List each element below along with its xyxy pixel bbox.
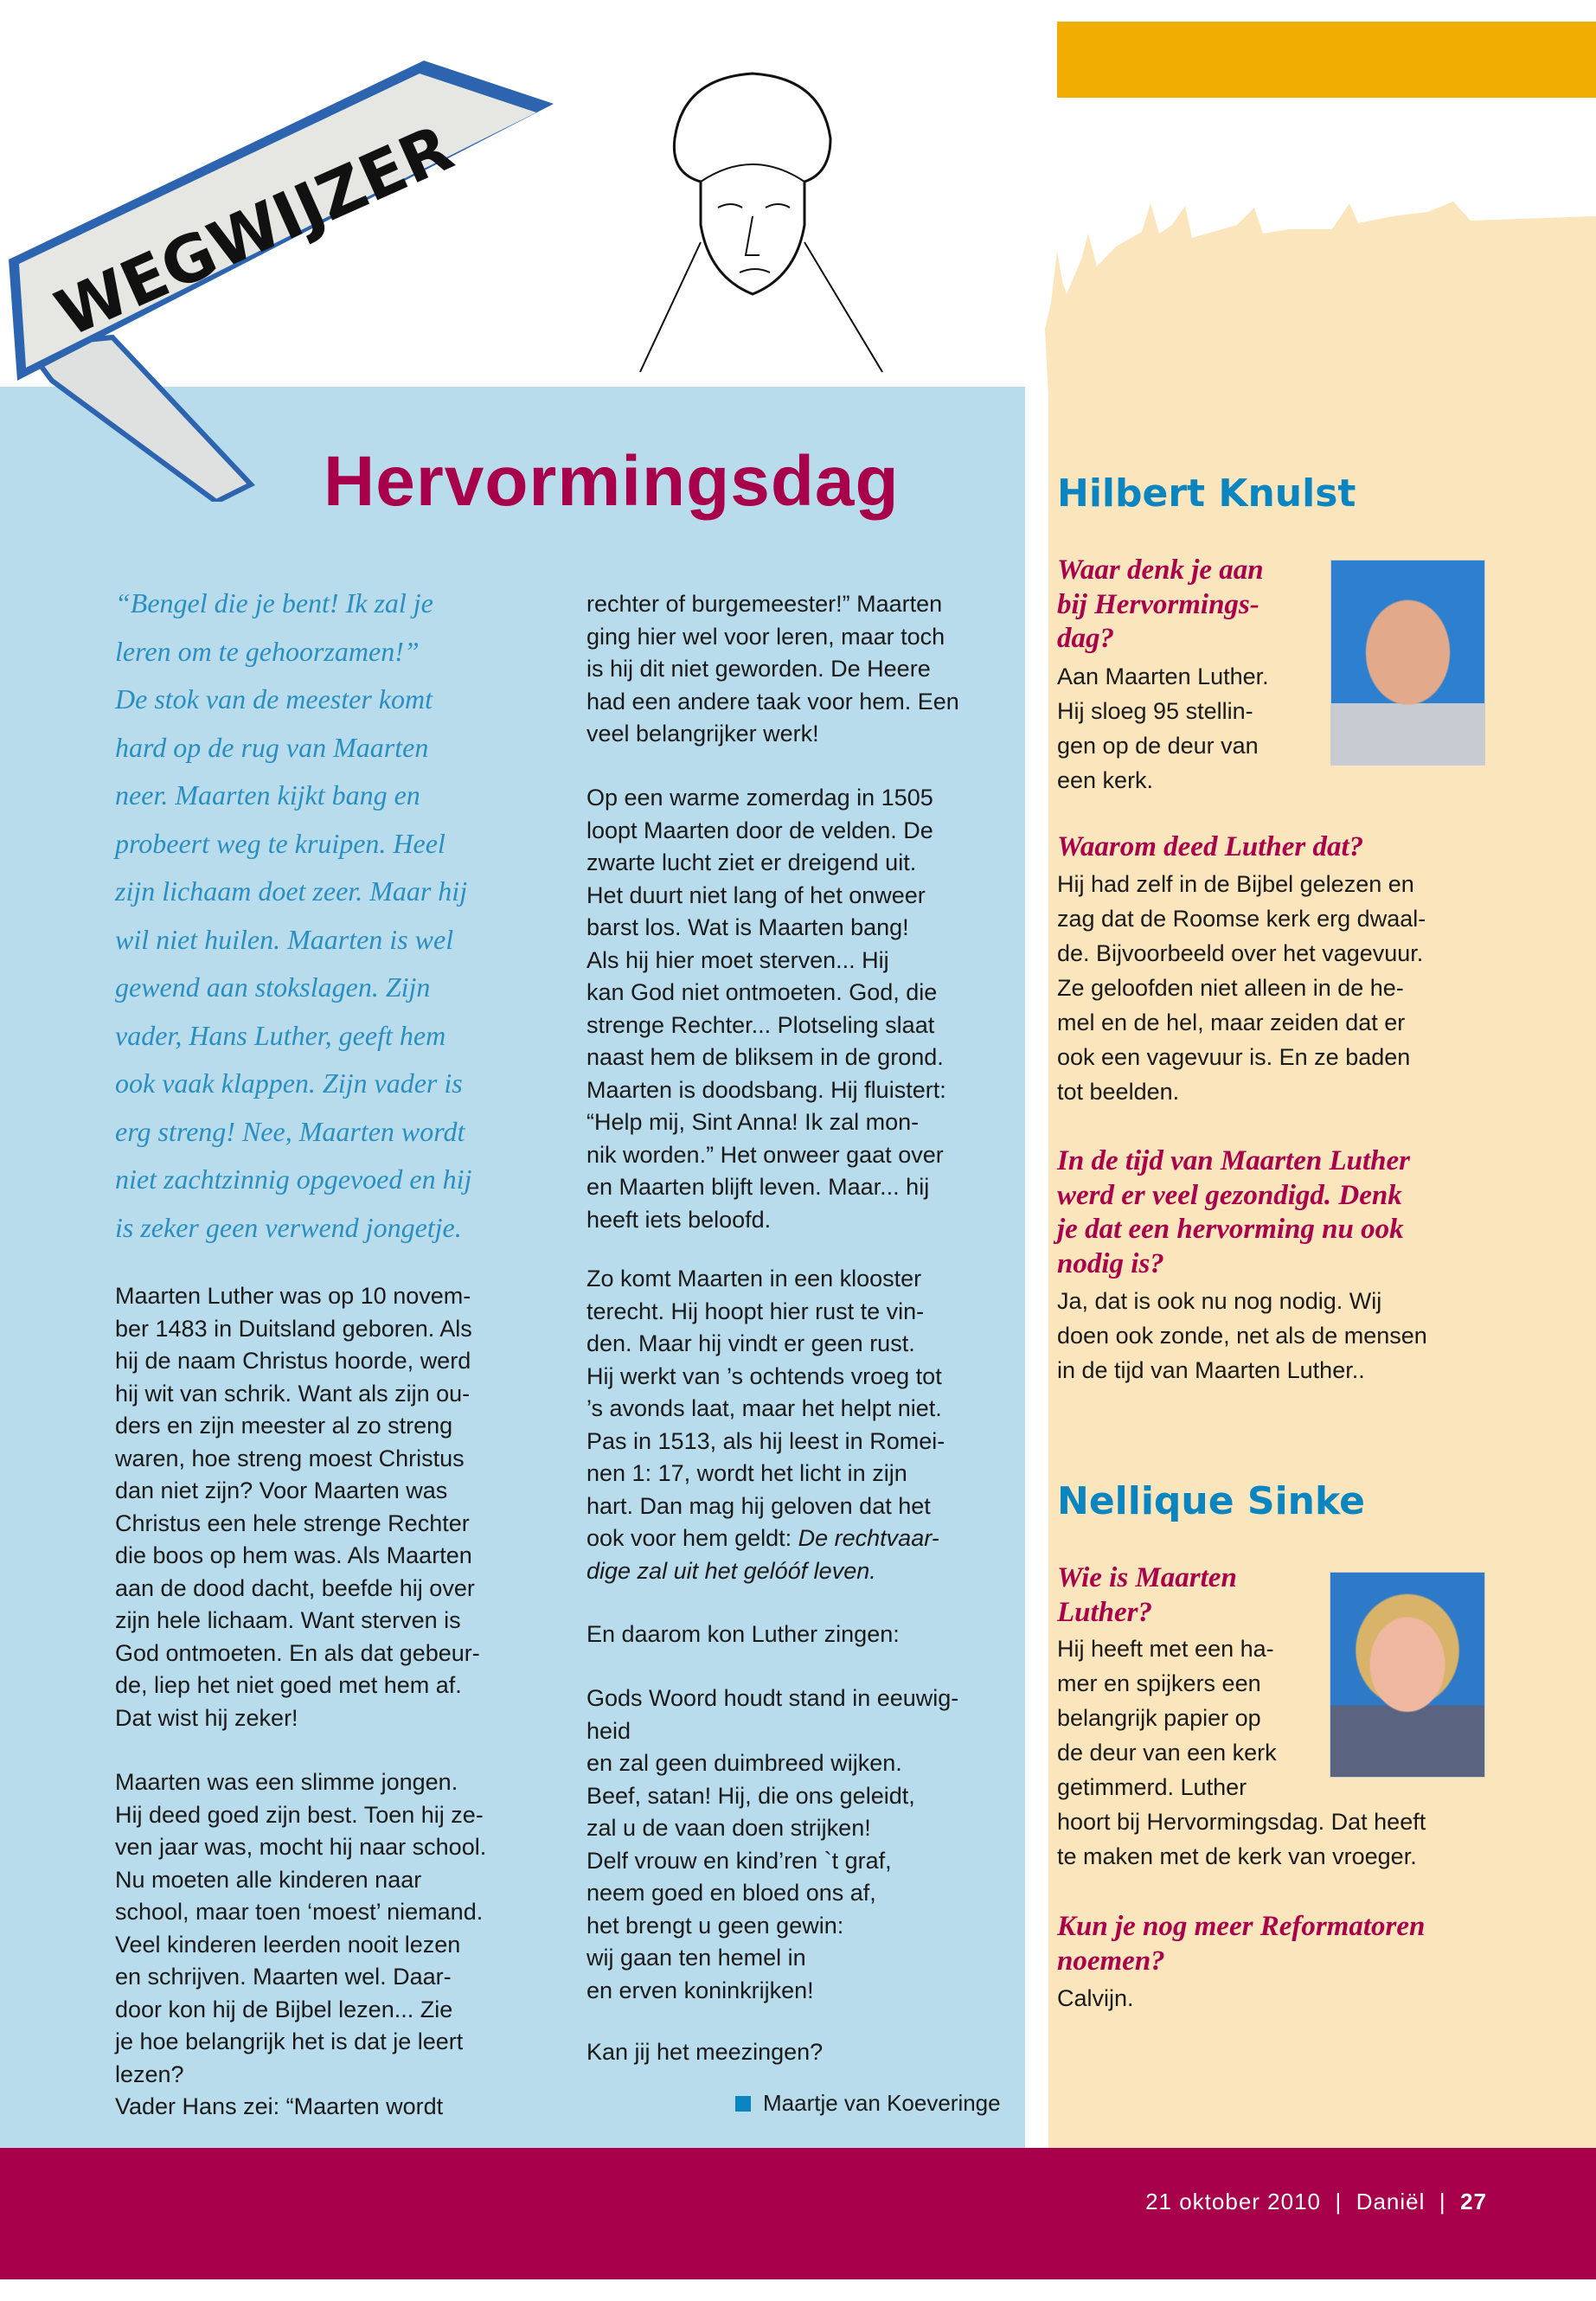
author-credit — [735, 2090, 1001, 2117]
square-bullet-icon — [735, 2096, 751, 2112]
footer-info — [1145, 2189, 1487, 2215]
bible-quote: De rechtvaar- dige zal uit het gelóóf leven. — [586, 1525, 939, 1584]
page-title: Hervormingsdag — [324, 442, 900, 521]
interviewee-name: Hilbert Knulst — [1057, 471, 1356, 516]
footer-magazine: Daniël — [1356, 2189, 1426, 2214]
author-name: Maartje van Koeveringe — [763, 2090, 1001, 2116]
interview-question: Waar denk je aan bij Hervormings- dag? — [1057, 554, 1264, 654]
interviewee-name: Nellique Sinke — [1057, 1479, 1365, 1523]
interview-answer: Hij had zelf in de Bijbel gelezen en zag dat de Roomse kerk erg dwaal- de. Bijvoorbeeld over het vagevuur. Ze geloofden niet alleen in de he- mel en de hel, maar zeiden dat er ook een vagevuur is. En ze baden tot beelden. — [1057, 871, 1426, 1105]
interview-question: In de tijd van Maarten Luther werd er veel gezondigd. Denk je dat een hervorming nu ook nodig is? — [1057, 1145, 1410, 1279]
luther-portrait-sketch — [623, 69, 952, 381]
interview-answer: Aan Maarten Luther. Hij sloeg 95 stellin- gen op de deur van een kerk. — [1057, 663, 1269, 793]
interview-question: Waarom deed Luther dat? — [1057, 831, 1364, 862]
gold-header-bar — [1057, 22, 1596, 98]
article-intro: “Bengel die je bent! Ik zal je leren om te gehoorzamen!” De stok van de meester komt hard op de rug van Maarten neer. Maarten kijkt bang en probeert weg te kruipen. Heel zijn lichaam doet zeer. Maar hij wil niet huilen. Maarten is wel gewend aan stokslagen. Zijn vader, Hans Luther, geeft hem ook vaak klappen. Zijn vader is erg streng! Nee, Maarten wordt niet zachtzinnig opgevoed en hij is zeker geen verwend jongetje. — [115, 587, 472, 1243]
article-text: Zo komt Maarten in een klooster terecht. Hij hoopt hier rust te vin- den. Maar hij vindt er geen rust. Hij werkt van ’s ochtends vroeg tot ’s avonds laat, maar het helpt niet. Pas in 1513, als hij leest in Romei- nen 1: 17, wordt het licht in zijn hart. Dan mag hij geloven dat het ook voor hem geldt: — [586, 1266, 945, 1551]
article-paragraph: Op een warme zomerdag in 1505 loopt Maarten door de velden. De zwarte lucht ziet er dreigend uit. Het duurt niet lang of het onweer barst los. Wat is Maarten bang! Als hij hier moet sterven... Hij kan God niet ontmoeten. God, die strenge Rechter... Plotseling slaat naast hem de bliksem in de grond. Maarten is doodsbang. Hij fluistert: “Help mij, Sint Anna! Ik zal mon- nik worden.” Het onweer gaat over en Maarten blijft leven. Maar... hij heeft iets beloofd. — [586, 785, 946, 1233]
article-paragraph: Maarten was een slimme jongen. Hij deed goed zijn best. Toen hij ze- ven jaar was, mocht hij naar school. Nu moeten alle kinderen naar school, maar toen ‘moest’ niemand. Veel kinderen leerden nooit lezen en schrijven. Maarten wel. Daar- door kon hij de Bijbel lezen... Zie je hoe belangrijk het is dat je leert lezen? Vader Hans zei: “Maarten wordt — [115, 1769, 487, 2119]
interview-answer: Calvijn. — [1057, 1985, 1134, 2011]
article-paragraph: Maarten Luther was op 10 novem- ber 1483 in Duitsland geboren. Als hij de naam Christus hoorde, werd hij wit van schrik. Want als zijn ou- ders en zijn meester al zo streng waren, hoe streng moest Christus dan niet zijn? Voor Maarten was Christus een hele strenge Rechter die boos op hem was. Als Maarten aan de dood dacht, beefde hij over zijn hele lichaam. Want sterven is God ontmoeten. En als dat gebeur- de, liep het niet goed met hem af. Dat wist hij zeker! — [115, 1283, 480, 1731]
interview-question: Kun je nog meer Reformatoren noemen? — [1057, 1911, 1426, 1977]
article-paragraph: rechter of burgemeester!” Maarten ging hier wel voor leren, maar toch is hij dit niet geworden. De Heere had een andere taak voor hem. Een veel belangrijker werk! — [586, 591, 959, 747]
article-paragraph: En daarom kon Luther zingen: — [586, 1621, 900, 1647]
footer-separator: | — [1335, 2189, 1343, 2214]
page-number: 27 — [1460, 2189, 1487, 2214]
article-paragraph: Kan jij het meezingen? — [586, 2039, 824, 2065]
interview-answer: Ja, dat is ook nu nog nodig. Wij doen ook zonde, net als de mensen in de tijd van Maarten Luther.. — [1057, 1288, 1427, 1383]
interview-question: Wie is Maarten Luther? — [1057, 1562, 1237, 1628]
signpost-illustration — [0, 52, 554, 502]
footer-separator: | — [1439, 2189, 1446, 2214]
footer-date: 21 oktober 2010 — [1145, 2189, 1322, 2214]
photo-hilbert-knulst — [1330, 560, 1485, 766]
hymn-verse: Gods Woord houdt stand in eeuwig- heid en zal geen duimbreed wijken. Beef, satan! Hij, die ons geleidt, zal u de vaan doen strijken! Delf vrouw en kind’ren `t graf, neem goed en bloed ons af, het brengt u geen gewin: wij gaan ten hemel in en erven koninkrijken! — [586, 1685, 959, 2003]
signpost-label: WEGWIJZER — [45, 111, 464, 352]
article-paragraph — [586, 1263, 945, 1587]
interview-answer: Hij heeft met een ha- mer en spijkers een belangrijk papier op de deur van een kerk getimmerd. Luther hoort bij Hervormingsdag. Dat heeft te maken met de kerk van vroeger. — [1057, 1636, 1426, 1869]
